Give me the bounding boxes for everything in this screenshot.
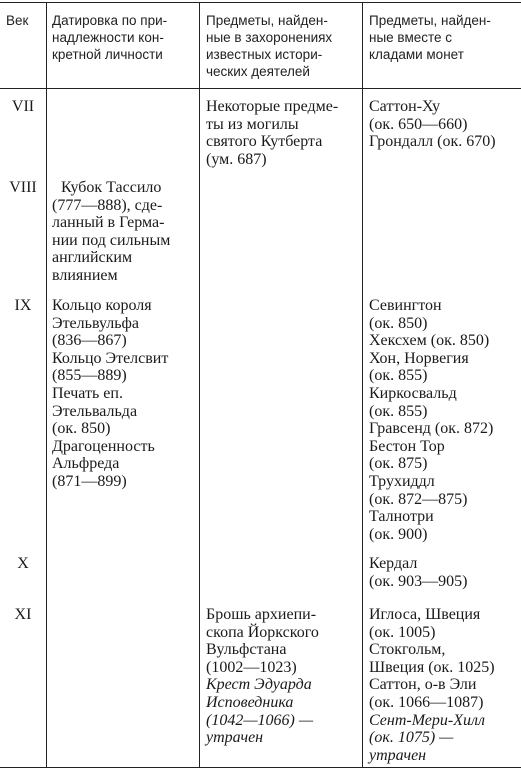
cell-line: Кольцо Этелсвит [52, 349, 169, 367]
cell-line: ты из могилы [206, 115, 299, 133]
cell-line: (ок. 855) [369, 367, 428, 385]
header-line: ческих деятелей [206, 64, 310, 79]
header-burial-finds [206, 12, 332, 80]
column-divider [362, 2, 363, 768]
cell-line: Сент-Мери-Хилл [369, 711, 485, 729]
cell-line: Кубок Тассило [61, 179, 162, 196]
cell-line: (1002—1023) [206, 658, 297, 676]
row-hoard-items [369, 98, 496, 151]
cell-line: Швеция (ок. 1025) [369, 658, 495, 676]
cell-line: (ок. 903—905) [369, 572, 468, 590]
row-personal-items [52, 179, 170, 285]
row-hoard-items [369, 555, 467, 590]
cell-line: Иглоса, Швеция [369, 606, 481, 623]
cell-line: (ок. 850) [52, 420, 111, 438]
cell-line: Севингтон [369, 297, 442, 314]
row-century: VII [11, 98, 35, 115]
cell-line: Крест Эдуарда [206, 676, 312, 694]
cell-line: Кольцо короля [52, 297, 152, 314]
cell-line: Стокгольм, [369, 641, 446, 659]
cell-line: (ок. 850) [369, 314, 428, 332]
cell-line: Талнотри [369, 508, 434, 526]
row-century: X [17, 555, 29, 572]
cell-line: Киркосвальд [369, 384, 457, 402]
header-line: кладами монет [369, 47, 464, 62]
header-line: Датировка по при- [52, 13, 168, 28]
cell-line: (1042—1066) — [206, 711, 314, 729]
header-line: Предметы, найден- [206, 13, 328, 28]
cell-line: Драгоценность [52, 437, 155, 455]
column-divider [199, 2, 200, 768]
column-divider [46, 2, 47, 768]
cell-line: (ок. 875) [369, 455, 428, 473]
row-century: VIII [9, 179, 37, 196]
cell-line: святого Кутберта [206, 133, 323, 151]
header-line: ные в захоронениях [206, 30, 333, 45]
table-top-rule [0, 2, 521, 3]
cell-line: скопа Йоркского [206, 623, 319, 641]
cell-line: Брошь архиепи- [206, 606, 317, 623]
row-burial-items [206, 606, 319, 747]
header-line: Предметы, найден- [369, 13, 491, 28]
header-bottom-rule [0, 88, 521, 89]
header-line: надлежности кон- [52, 30, 164, 45]
row-century: XI [14, 606, 32, 623]
cell-line: влиянием [52, 266, 118, 284]
cell-line: утрачен [369, 746, 427, 764]
cell-line: Бестон Тор [369, 437, 445, 455]
cell-line: Трухиддл [369, 472, 435, 490]
cell-line: Печать еп. [52, 384, 123, 402]
row-burial-items [206, 98, 338, 168]
row-personal-items [52, 297, 168, 491]
cell-line: (ок. 1005) [369, 623, 436, 641]
row-hoard-items [369, 297, 493, 543]
cell-line: Этельвульфа [52, 314, 139, 332]
cell-line: (777—888), сде- [52, 196, 163, 214]
cell-line: Саттон, о-в Эли [369, 676, 477, 694]
cell-line: (871—899) [52, 472, 127, 490]
cell-line: (ок. 650—660) [369, 115, 468, 133]
cell-line: (836—867) [52, 332, 127, 350]
cell-line: Кердал [369, 555, 418, 572]
cell-line: (855—889) [52, 367, 127, 385]
cell-line: (ок. 900) [369, 525, 428, 543]
header-line: известных истори- [206, 47, 323, 62]
cell-line: Саттон-Ху [369, 98, 441, 115]
cell-line: Вульфстана [206, 641, 287, 659]
row-hoard-items [369, 606, 495, 764]
cell-line: утрачен [206, 729, 264, 747]
cell-line: (ок. 872—875) [369, 490, 468, 508]
cell-line: (ум. 687) [206, 150, 267, 168]
cell-line: Этельвальда [52, 402, 138, 420]
row-century: IX [14, 297, 32, 314]
table-bottom-rule [0, 767, 521, 768]
cell-line: (ок. 1075) — [369, 729, 454, 747]
cell-line: Исповедника [206, 693, 294, 711]
cell-line: английским [52, 249, 133, 267]
header-century [6, 12, 28, 29]
header-hoard-finds [369, 12, 491, 63]
cell-line: Грондалл (ок. 670) [369, 133, 496, 151]
cell-line: (ок. 1066—1087) [369, 693, 484, 711]
header-line: Век [6, 13, 29, 28]
cell-line: Некоторые предме- [206, 98, 339, 115]
header-line: кретной личности [52, 47, 163, 62]
cell-line: Хексхем (ок. 850) [369, 332, 490, 350]
cell-line: Альфреда [52, 455, 120, 473]
cell-line: нии под сильным [52, 231, 171, 249]
header-personal-dating [52, 12, 167, 63]
cell-line: ланный в Герма- [52, 214, 165, 232]
cell-line: (ок. 855) [369, 402, 428, 420]
cell-line: Хон, Норвегия [369, 349, 469, 367]
header-line: ные вместе с [369, 30, 453, 45]
cell-line: Гравсенд (ок. 872) [369, 420, 494, 438]
